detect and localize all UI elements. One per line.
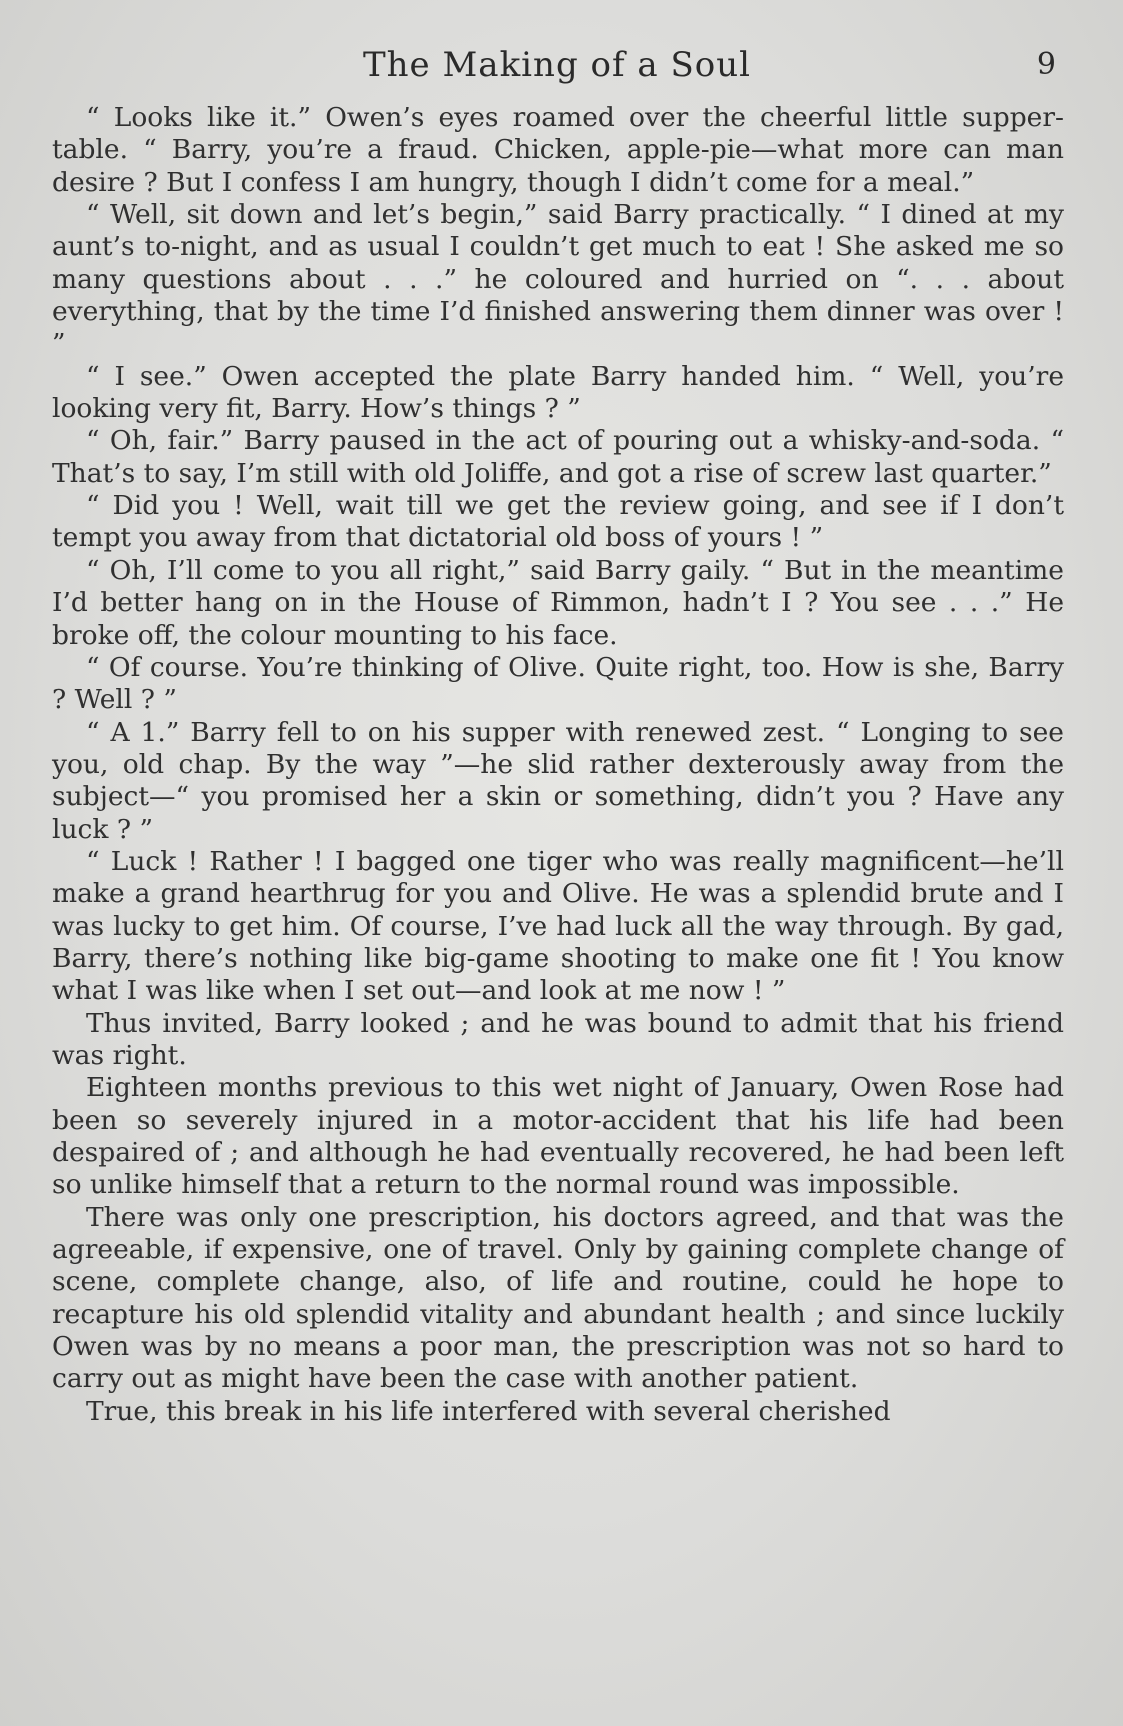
paragraph: “ Did you ! Well, wait till we get the review going, and see if I don’t tempt you away from that dictatorial old boss of yours ! ” bbox=[52, 490, 1064, 554]
paragraph: Eighteen months previous to this wet night of January, Owen Rose had been so severely injured in a motor-accident that his life had been despaired of ; and although he had eventually recovered, he had been left so unlike himself that a return to the normal round was impossible. bbox=[52, 1072, 1064, 1201]
body-text bbox=[52, 102, 1064, 1428]
running-head bbox=[52, 40, 1062, 90]
paragraph: There was only one prescription, his doctors agreed, and that was the agreeable, if expensive, one of travel. Only by gaining complete change of scene, complete change, also, of life and routine, could he hope to recapture his old splendid vitality and abundant health ; and since luckily Owen was by no means a poor man, the prescription was not so hard to carry out as might have been the case with another patient. bbox=[52, 1201, 1064, 1395]
paragraph: “ Luck ! Rather ! I bagged one tiger who was really magnificent—he’ll make a grand hearthrug for you and Olive. He was a splendid brute and I was lucky to get him. Of course, I’ve had luck all the way through. By gad, Barry, there’s nothing like big-game shooting to make one fit ! You know what I was like when I set out—and look at me now ! ” bbox=[52, 845, 1064, 1007]
paragraph: True, this break in his life interfered with several cherished bbox=[86, 1395, 891, 1427]
paragraph: “ A 1.” Barry fell to on his supper with renewed zest. “ Longing to see you, old chap. By the way ”—he slid rather dexterously away from the subject—“ you promised her a skin or something, didn’t you ? Have any luck ? ” bbox=[52, 716, 1064, 845]
running-title: The Making of a Soul bbox=[362, 45, 751, 85]
paragraph: “ Looks like it.” Owen’s eyes roamed over the cheerful little supper-table. “ Barry, you’re a fraud. Chicken, apple-pie—what more can man desire ? But I confess I am hungry, though I didn’t come for a meal.” bbox=[52, 102, 1064, 198]
page-number: 9 bbox=[1036, 47, 1056, 82]
paragraph: “ I see.” Owen accepted the plate Barry handed him. “ Well, you’re looking very fit, Barry. How’s things ? ” bbox=[52, 360, 1064, 425]
paragraph: “ Oh, fair.” Barry paused in the act of pouring out a whisky-and-soda. “ That’s to say, I’m still with old Joliffe, and got a rise of screw last quarter.” bbox=[52, 425, 1064, 489]
paragraph: “ Well, sit down and let’s begin,” said Barry practically. “ I dined at my aunt’s to-night, and as usual I couldn’t get much to eat ! She asked me so many questions about . . .” he coloured and hurried on “. . . about everything, that by the time I’d finished answering them dinner was over ! ” bbox=[52, 199, 1064, 360]
paragraph: “ Of course. You’re thinking of Olive. Quite right, too. How is she, Barry ? Well ? ” bbox=[52, 651, 1064, 716]
paragraph: “ Oh, I’ll come to you all right,” said Barry gaily. “ But in the meantime I’d better hang on in the House of Rimmon, hadn’t I ? You see . . .” He broke off, the colour mounting to his face. bbox=[52, 554, 1064, 651]
paragraph: Thus invited, Barry looked ; and he was bound to admit that his friend was right. bbox=[52, 1007, 1064, 1071]
